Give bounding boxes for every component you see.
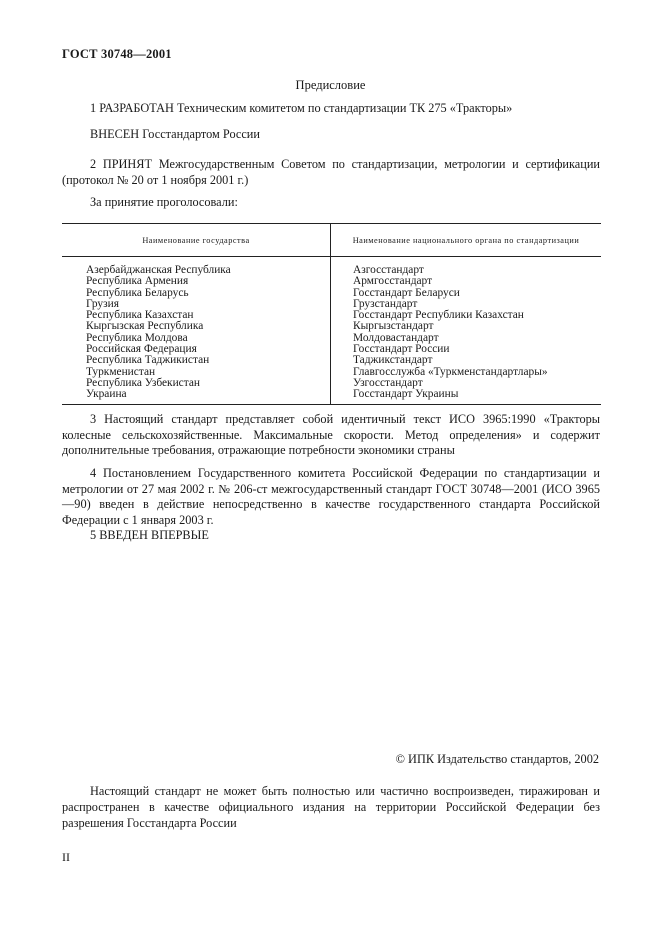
section-identical: 3 Настоящий стандарт представляет собой идентичный текст ИСО 3965:1990 «Тракторы колесные сельскохозяйственные. Максимальные скорости. Метод определения» и содержит дополнительные требования, отражающие потребности экономики страны <box>62 412 600 457</box>
state-name-cell: Украина <box>62 389 331 404</box>
section-submitted: ВНЕСЕН Госстандартом России <box>90 127 260 141</box>
state-name-cell: Российская Федерация <box>62 344 331 355</box>
standards-body-cell: Госстандарт Беларуси <box>353 286 460 299</box>
section-developed: 1 РАЗРАБОТАН Техническим комитетом по стандартизации ТК 275 «Тракторы» <box>90 101 513 115</box>
section-voted: За принятие проголосовали: <box>90 195 238 209</box>
state-name-cell: Республика Армения <box>62 276 331 287</box>
section-first-introduced: 5 ВВЕДЕН ВПЕРВЫЕ <box>90 528 209 542</box>
state-name-cell: Кыргызская Республика <box>62 321 331 332</box>
table-row <box>62 276 601 287</box>
foreword-title: Предисловие <box>295 78 366 92</box>
table-row <box>62 355 601 366</box>
state-name-cell: Республика Узбекистан <box>62 378 331 389</box>
page-number: II <box>62 850 70 864</box>
copyright-notice: © ИПК Издательство стандартов, 2002 <box>395 752 599 766</box>
standards-body-cell: Грузстандарт <box>353 297 418 310</box>
state-name-cell: Азербайджанская Республика <box>62 265 331 276</box>
standards-body-cell: Таджикстандарт <box>353 354 433 367</box>
column-header-standards-body: Наименование национального органа по стандартизации <box>331 224 602 257</box>
standards-body-cell: Кыргызстандарт <box>353 320 434 333</box>
state-name-cell: Республика Беларусь <box>62 288 331 299</box>
standards-body-cell: Госстандарт Украины <box>353 388 459 401</box>
reproduction-notice: Настоящий стандарт не может быть полностью или частично воспроизведен, тиражирован и распространен в качестве официального издания на территории Российской Федерации без разрешения Госстандарта России <box>62 784 600 830</box>
state-name-cell: Туркменистан <box>62 367 331 378</box>
column-header-state: Наименование государства <box>62 224 331 257</box>
standards-body-cell: Госстандарт России <box>353 343 450 356</box>
table-body <box>62 257 601 405</box>
standards-body-cell: Азгосстандарт <box>353 264 424 276</box>
section-decree: 4 Постановлением Государственного комитета Российской Федерации по стандартизации и метрологии от 27 мая 2002 г. № 206-ст межгосударственный стандарт ГОСТ 30748—2001 (ИСО 3965—90) введен в действие непосредственно в качестве государственного стандарта Российской Федерации с 1 января 2003 г. <box>62 466 600 527</box>
state-name-cell: Республика Казахстан <box>62 310 331 321</box>
state-name-cell: Грузия <box>62 299 331 310</box>
standards-body-cell: Узгосстандарт <box>353 376 423 389</box>
document-code: ГОСТ 30748—2001 <box>62 47 172 61</box>
standards-body-cell: Главгосслужба «Туркменстандартлары» <box>353 365 548 378</box>
table-row <box>62 389 601 404</box>
section-adopted: 2 ПРИНЯТ Межгосударственным Советом по стандартизации, метрологии и сертификации (протокол № 20 от 1 ноября 2001 г.) <box>62 157 600 187</box>
standards-body-cell: Молдовастандарт <box>353 331 439 344</box>
standards-body-cell: Госстандарт Республики Казахстан <box>353 309 524 322</box>
table-header-row <box>62 224 601 257</box>
standards-body-cell: Армгосстандарт <box>353 275 433 288</box>
table-row <box>62 288 601 299</box>
voting-states-table <box>62 223 601 405</box>
table-row <box>62 378 601 389</box>
state-name-cell: Республика Таджикистан <box>62 355 331 366</box>
state-name-cell: Республика Молдова <box>62 333 331 344</box>
